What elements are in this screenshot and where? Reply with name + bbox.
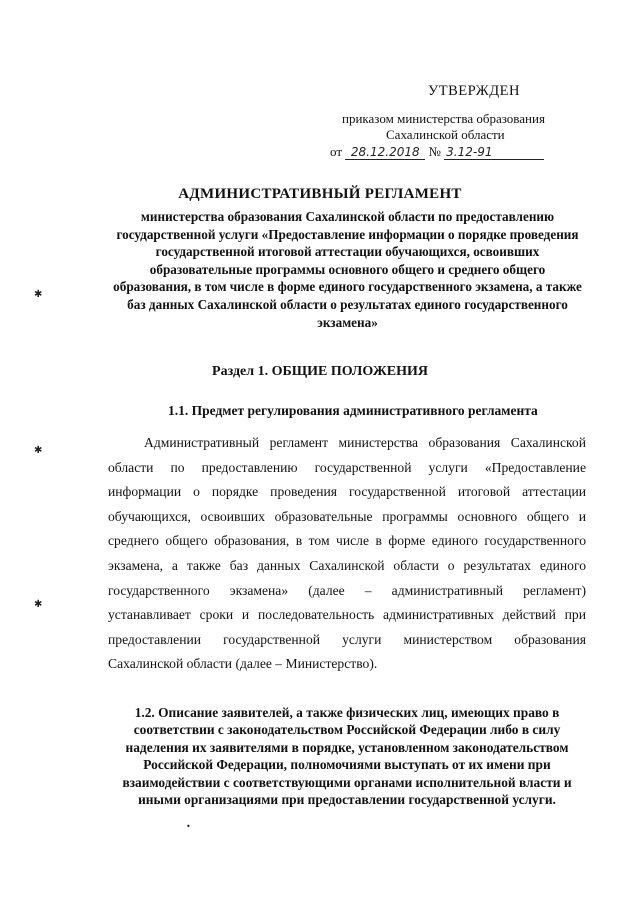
subsection-1-1-heading: 1.1. Предмет регулирования административного регламента [168, 403, 538, 418]
document-subtitle: министерства образования Сахалинской области по предоставлению государственной услуги «Предоставление информации о порядке проведения государственной итоговой аттестации обучающихся, освоивших образовательные программы основного общего и среднего общего образования, в том числе в форме единого государственного экзамена, а также баз данных Сахалинской области о результатах единого государственного экзамена» [113, 209, 582, 330]
number-prefix: № [428, 144, 441, 159]
binding-mark-icon: ✱ [34, 289, 43, 300]
handwritten-number: 3.12-91 [446, 145, 493, 159]
document-title: АДМИНИСТРАТИВНЫЙ РЕГЛАМЕНТ [178, 186, 462, 202]
subsection-1-1-paragraph: Административный регламент министерства образования Сахалинской области по предоставлению государственной услуги «Предоставление информации о порядке проведения государственной итоговой аттестации обучающихся, освоивших образовательные программы основного общего и среднего общего образования, в том числе в форме единого государственного экзамена, а также баз данных Сахалинской области о результатах единого государственного экзамена» (далее – административный регламент) устанавливает сроки и последовательность административных действий при предоставлении государственной услуги министерством образования Сахалинской области (далее – Министерство). [108, 435, 586, 672]
dot-mark-icon: • [186, 822, 191, 831]
order-date-number-line [330, 143, 590, 161]
subsection-1-2-heading: 1.2. Описание заявителей, а также физических лиц, имеющих право в соответствии с законодательством Российской Федерации либо в силу наделения их заявителями в порядке, установленном законодательством Российской Федерации, полномочиями выступать от их имени при взаимодействии с соответствующими органами исполнительной власти и иными организациями при предоставлении государственной услуги. [122, 705, 572, 808]
section-1-heading: Раздел 1. ОБЩИЕ ПОЛОЖЕНИЯ [212, 364, 428, 379]
approved-title: УТВЕРЖДЕН [428, 83, 520, 99]
binding-mark-icon: ✱ [34, 599, 43, 610]
order-line-2: Сахалинской области [386, 127, 505, 142]
approval-block [330, 82, 590, 161]
date-prefix: от [330, 144, 343, 159]
handwritten-date: 28.12.2018 [350, 145, 420, 159]
binding-mark-icon: ✱ [34, 445, 43, 456]
date-field [345, 145, 425, 160]
order-line-1: приказом министерства образования [342, 111, 545, 126]
number-field [444, 145, 544, 160]
